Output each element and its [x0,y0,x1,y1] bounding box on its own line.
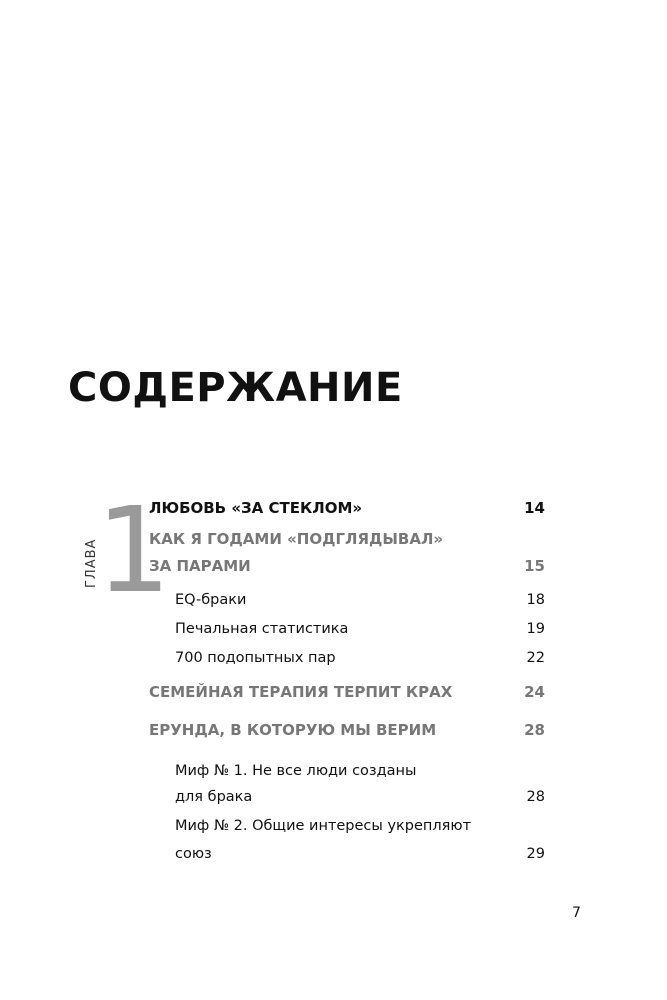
toc-entry-title: EQ-браки [175,592,247,608]
toc-entry-page: 24 [524,683,545,701]
toc-subentry[interactable] [175,586,545,614]
chapter-label: ГЛАВА [84,538,99,588]
toc-subentry[interactable] [175,615,545,643]
page-title: СОДЕРЖАНИЕ [68,365,403,411]
toc-entry[interactable] [149,678,545,706]
toc-subentry[interactable] [175,644,545,672]
toc-entry-page: 29 [526,846,545,862]
toc-entry-title: Печальная статистика [175,621,349,637]
toc-entry-title: Миф № 1. Не все люди созданы [175,763,417,779]
toc-subentry[interactable] [175,840,545,868]
toc-entry-title: союз [175,846,212,862]
toc-entry-title: 700 подопытных пар [175,650,336,666]
toc-entry-title: ЛЮБОВЬ «ЗА СТЕКЛОМ» [149,499,363,517]
toc-entry-page: 28 [526,789,545,805]
toc-entry[interactable] [149,716,545,744]
toc-entry-title: Миф № 2. Общие интересы укрепляют [175,818,472,834]
toc-entry-page: 15 [524,557,545,575]
page-number: 7 [572,905,581,921]
toc-entry-title: для брака [175,789,253,805]
toc-entry[interactable] [149,552,545,580]
toc-entry-page: 19 [526,621,545,637]
toc-entry-page: 14 [524,499,545,517]
toc-entry-title: КАК Я ГОДАМИ «ПОДГЛЯДЫВАЛ» [149,530,444,548]
toc-entry[interactable] [149,494,545,522]
chapter-number: 1 [96,481,172,619]
toc-subentry[interactable] [175,812,545,840]
toc-entry-page: 18 [526,592,545,608]
toc-subentry[interactable] [175,757,545,785]
toc-entry-title: ЗА ПАРАМИ [149,557,251,575]
toc-entry-page: 22 [526,650,545,666]
toc-entry[interactable] [149,525,545,553]
toc-entry-page: 28 [524,721,545,739]
toc-entry-title: ЕРУНДА, В КОТОРУЮ МЫ ВЕРИМ [149,721,437,739]
toc-subentry[interactable] [175,783,545,811]
toc-entry-title: СЕМЕЙНАЯ ТЕРАПИЯ ТЕРПИТ КРАХ [149,683,453,701]
